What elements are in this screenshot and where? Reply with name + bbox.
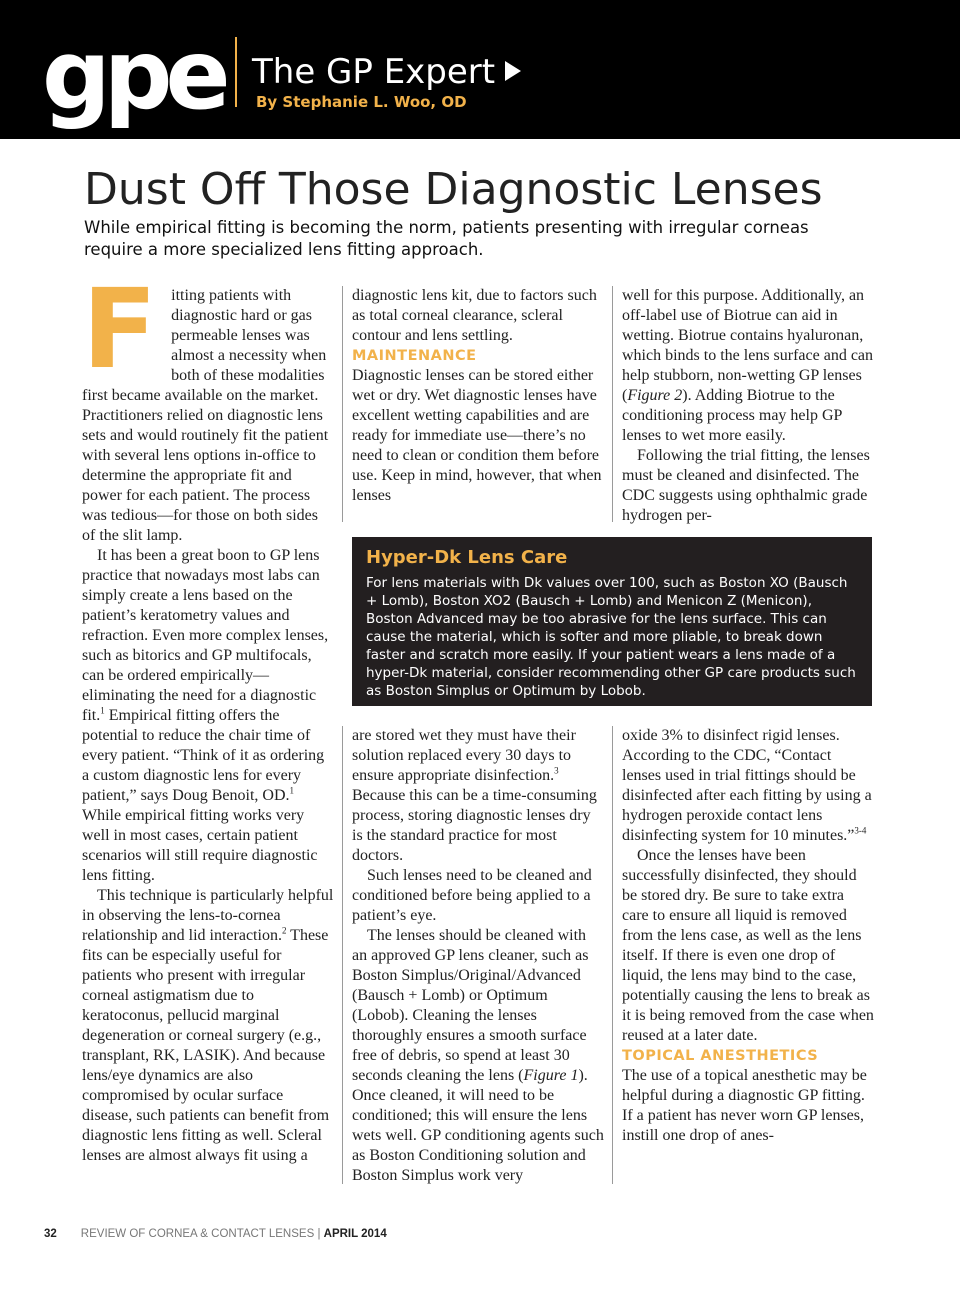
column-title-text: The GP Expert <box>252 52 496 92</box>
column-rule <box>612 726 613 1184</box>
column-3-bottom <box>622 726 874 1146</box>
column-2-bottom <box>352 726 604 1186</box>
paragraph: Following the trial fitting, the lenses must be cleaned and disinfected. The CDC suggests using ophthalmic grade hydrogen per- <box>622 447 870 524</box>
issue-date: APRIL 2014 <box>323 1228 387 1240</box>
reference-mark: 3-4 <box>854 825 867 836</box>
column-1 <box>82 265 334 1166</box>
play-arrow-icon <box>505 61 521 81</box>
publication-name: REVIEW OF CORNEA & CONTACT LENSES <box>80 1228 315 1240</box>
text-run: well for this purpose. Additionally, an off-label use of Biotrue can aid in wetting. Biotrue contains hyaluronan, which binds to the lens surface and can help stubborn, non-wetting GP lenses ( <box>622 287 874 404</box>
gpe-logo: gpe <box>42 19 224 131</box>
column-rule <box>342 286 343 522</box>
paragraph <box>352 926 604 1186</box>
paragraph <box>82 546 334 886</box>
paragraph: Diagnostic lenses can be stored either wet or dry. Wet diagnostic lenses have excellent wetting capabilities and are ready for immediate use—there’s no need to clean or condition them before use. Keep in mind, however, that when lenses <box>352 367 602 504</box>
column-title <box>252 52 521 92</box>
text-run: The lenses should be cleaned with an approved GP lens cleaner, such as Boston Simplus/Original/Advanced (Bausch + Lomb) or Optimum (Lobob). Cleaning the lenses thoroughly ensures a smooth surface free of debris, so spend at least 30 seconds cleaning the lens ( <box>352 927 589 1084</box>
paragraph: Such lenses need to be cleaned and conditioned before being applied to a patient’s eye. <box>352 867 592 924</box>
column-rule <box>612 286 613 522</box>
paragraph <box>622 726 874 846</box>
text-run: This technique is particularly helpful in observing the lens-to-cornea relationship and lid interaction. <box>82 887 334 944</box>
paragraph <box>82 886 334 1166</box>
masthead <box>0 0 960 139</box>
figure-reference: Figure 1 <box>523 1067 579 1084</box>
text-run: These fits can be especially useful for patients who present with irregular corneal astigmatism due to keratoconus, pellucid marginal degeneration or corneal surgery (e.g., transplant, RK, LASIK). And because lens/eye dynamics are also compromised by ocular surface disease, such patients can benefit from diagnostic lens fitting as well. Scleral lenses are almost always fit using a <box>82 927 330 1164</box>
column-rule <box>342 726 343 1184</box>
reference-mark: 1 <box>289 785 295 796</box>
paragraph <box>352 726 604 866</box>
text-run: ). Adding Biotrue to the conditioning process may help GP lenses to wet more easily. <box>622 387 842 444</box>
byline: By Stephanie L. Woo, OD <box>256 93 467 111</box>
paragraph: diagnostic lens kit, due to factors such as total corneal clearance, scleral contour and lens settling. <box>352 287 597 344</box>
headline: Dust Off Those Diagnostic Lenses <box>84 164 823 215</box>
section-heading-maintenance: MAINTENANCE <box>352 348 477 364</box>
page-footer <box>44 1228 387 1240</box>
footer-separator: | <box>317 1228 321 1240</box>
figure-reference: Figure 2 <box>627 387 683 404</box>
masthead-divider <box>235 37 237 107</box>
text-run: itting patients with diagnostic hard or gas permeable lenses was almost a necessity when both of these modalities first became available on the market. Practitioners relied on diagnostic lens sets and would routinely fit the patient with several lens options in-office to determine the appropriate fit and power for each patient. The process was tedious—for those on both sides of the slit lamp. <box>82 287 329 544</box>
paragraph: Once the lenses have been successfully disinfected, they should be stored dry. Be sure to take extra care to ensure all liquid is removed from the lens case, as well as the lens itself. If there is even one drop of liquid, the lens may bind to the case, potentially causing the lens to break as it is being removed from the case when reused at a later date. <box>622 847 874 1044</box>
text-run: While empirical fitting works very well in most cases, certain patient scenarios will still require diagnostic lens fitting. <box>82 807 318 884</box>
dek: While empirical fitting is becoming the norm, patients presenting with irregular corneas require a more specialized lens fitting approach. <box>84 218 809 259</box>
text-run: oxide 3% to disinfect rigid lenses. According to the CDC, “Contact lenses used in trial fittings should be disinfected after each fitting by using a hydrogen peroxide contact lens disinfecting system for 10 minutes.” <box>622 727 872 844</box>
page-number: 32 <box>44 1228 57 1240</box>
paragraph: The use of a topical anesthetic may be helpful during a diagnostic GP fitting. If a patient has never worn GP lenses, instill one drop of anes- <box>622 1067 867 1144</box>
sidebar-body: For lens materials with Dk values over 100, such as Boston XO (Bausch + Lomb), Boston XO2 (Bausch + Lomb) and Menicon Z (Menicon), Boston Advanced may be too abrasive for the lens surface. This can cause the material, which is softer and more pliable, to break down faster and scratch more easily. If your patient wears a lens made of a hyper-Dk material, consider recommending other GP care products such as Boston Simplus or Optimum by Lobob. <box>366 575 856 699</box>
text-run: ). Once cleaned, it will need to be conditioned; this will ensure the lens wets well. GP conditioning agents such as Boston Conditioning solution and Boston Simplus work very <box>352 1067 604 1184</box>
sidebar-box <box>352 537 872 706</box>
text-run: Because this can be a time-consuming process, storing diagnostic lenses dry is the standard practice for most doctors. <box>352 787 597 864</box>
reference-mark: 2 <box>281 925 287 936</box>
column-2-top <box>352 286 604 506</box>
drop-cap: F <box>82 265 158 393</box>
sidebar-title: Hyper-Dk Lens Care <box>366 547 568 568</box>
paragraph <box>622 286 874 446</box>
column-3-top <box>622 286 874 526</box>
text-run: are stored wet they must have their solution replaced every 30 days to ensure appropriate disinfection. <box>352 727 576 784</box>
reference-mark: 1 <box>100 705 105 716</box>
text-run: It has been a great boon to GP lens practice that nowadays most labs can simply create a lens based on the patient’s keratometry values and refraction. Even more complex lenses, such as bitorics and GP multifocals, can be ordered empirically—eliminating the need for a diagnostic fit. <box>82 547 329 724</box>
text-run: Empirical fitting offers the potential to reduce the chair time of every patient. “Think of it as ordering a custom diagnostic lens for every patient,” says Doug Benoit, OD. <box>82 707 325 804</box>
section-heading-topical-anesthetics: TOPICAL ANESTHETICS <box>622 1048 819 1064</box>
reference-mark: 3 <box>554 765 559 776</box>
